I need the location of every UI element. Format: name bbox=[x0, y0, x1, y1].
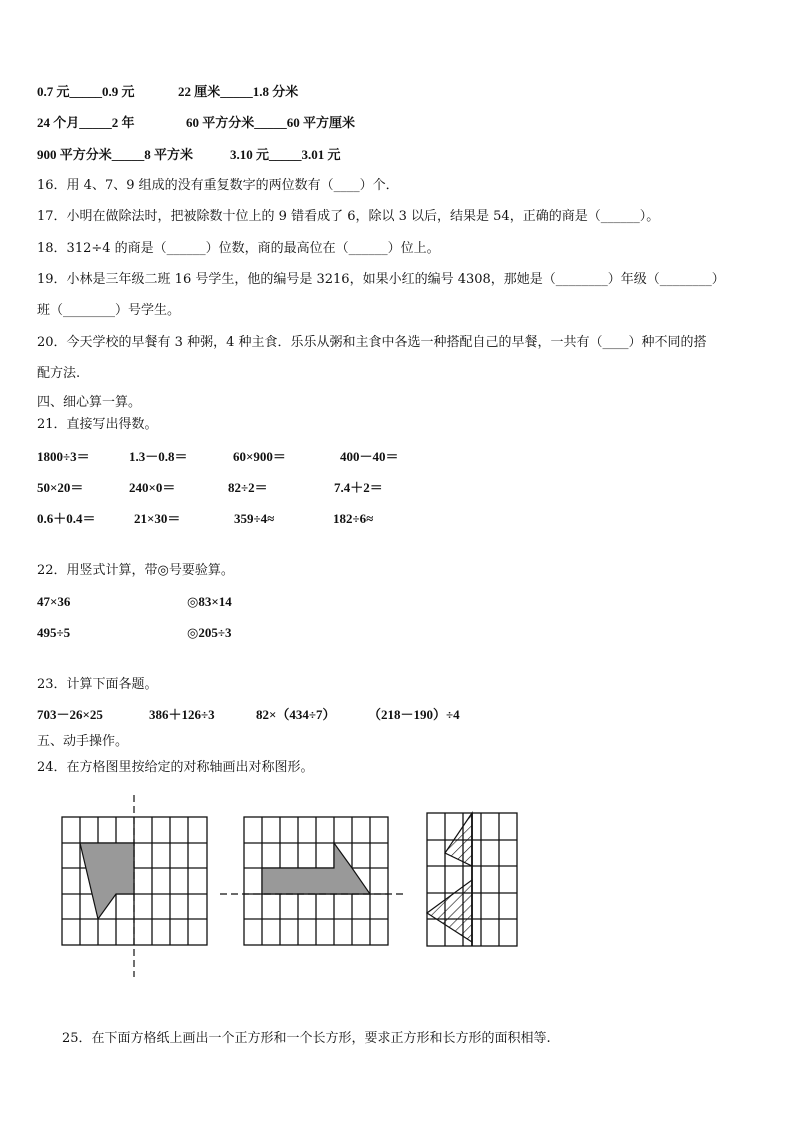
vertical-item: ◎205÷3 bbox=[187, 625, 232, 640]
question-21-title: 21．直接写出得数。 bbox=[37, 417, 158, 432]
grid-3-shape-bottom bbox=[427, 880, 472, 942]
question-25: 25．在下面方格纸上画出一个正方形和一个长方形，要求正方形和长方形的面积相等. bbox=[62, 1031, 551, 1046]
question-19-line-1: 19．小林是三年级二班 16 号学生，他的编号是 3216，如果小红的编号 4308，那她是（________）年级（________） bbox=[37, 272, 725, 287]
mental-item: 21×30＝ bbox=[134, 511, 181, 526]
calc-item: （218－190）÷4 bbox=[368, 707, 460, 722]
compare-item: 24 个月_____2 年 bbox=[37, 115, 135, 130]
question-20-line-2: 配方法. bbox=[37, 366, 81, 381]
calc-item: 703－26×25 bbox=[37, 707, 103, 722]
compare-item: 900 平方分米_____8 平方米 bbox=[37, 147, 194, 162]
question-18: 18．312÷4 的商是（______）位数，商的最高位在（______）位上。 bbox=[37, 241, 440, 256]
mental-item: 240×0＝ bbox=[129, 480, 176, 495]
calc-item: 386＋126÷3 bbox=[149, 707, 215, 722]
mental-item: 359÷4≈ bbox=[234, 511, 275, 526]
question-17: 17．小明在做除法时，把被除数十位上的 9 错看成了 6，除以 3 以后，结果是 54，正确的商是（______）。 bbox=[37, 209, 660, 224]
question-19-line-2: 班（________）号学生。 bbox=[37, 303, 181, 318]
compare-item: 3.10 元_____3.01 元 bbox=[230, 147, 341, 162]
question-23-title: 23．计算下面各题。 bbox=[37, 677, 158, 692]
question-16: 16．用 4、7、9 组成的没有重复数字的两位数有（____）个． bbox=[37, 178, 399, 193]
vertical-item: 47×36 bbox=[37, 594, 71, 609]
question-24-title: 24．在方格图里按给定的对称轴画出对称图形。 bbox=[37, 760, 314, 775]
mental-item: 1.3－0.8＝ bbox=[129, 449, 188, 464]
vertical-item: 495÷5 bbox=[37, 625, 71, 640]
question-22-title: 22．用竖式计算，带◎号要验算。 bbox=[37, 563, 234, 578]
question-20-line-1: 20．今天学校的早餐有 3 种粥，4 种主食．乐乐从粥和主食中各选一种搭配自己的早餐，一共有（____）种不同的搭 bbox=[37, 335, 707, 350]
mental-item: 0.6＋0.4＝ bbox=[37, 511, 96, 526]
mental-item: 1800÷3＝ bbox=[37, 449, 90, 464]
compare-item: 0.7 元_____0.9 元 bbox=[37, 84, 135, 99]
vertical-item: ◎83×14 bbox=[187, 594, 232, 609]
mental-item: 7.4＋2＝ bbox=[334, 480, 383, 495]
section-4-heading: 四、细心算一算。 bbox=[37, 395, 142, 410]
mental-item: 400－40＝ bbox=[340, 449, 399, 464]
mental-item: 182÷6≈ bbox=[333, 511, 374, 526]
section-5-heading: 五、动手操作。 bbox=[37, 734, 129, 749]
mental-item: 82÷2＝ bbox=[228, 480, 268, 495]
compare-item: 22 厘米_____1.8 分米 bbox=[178, 84, 299, 99]
compare-item: 60 平方分米_____60 平方厘米 bbox=[186, 115, 356, 130]
mental-item: 60×900＝ bbox=[233, 449, 286, 464]
calc-item: 82×（434÷7） bbox=[256, 707, 336, 722]
mental-item: 50×20＝ bbox=[37, 480, 84, 495]
